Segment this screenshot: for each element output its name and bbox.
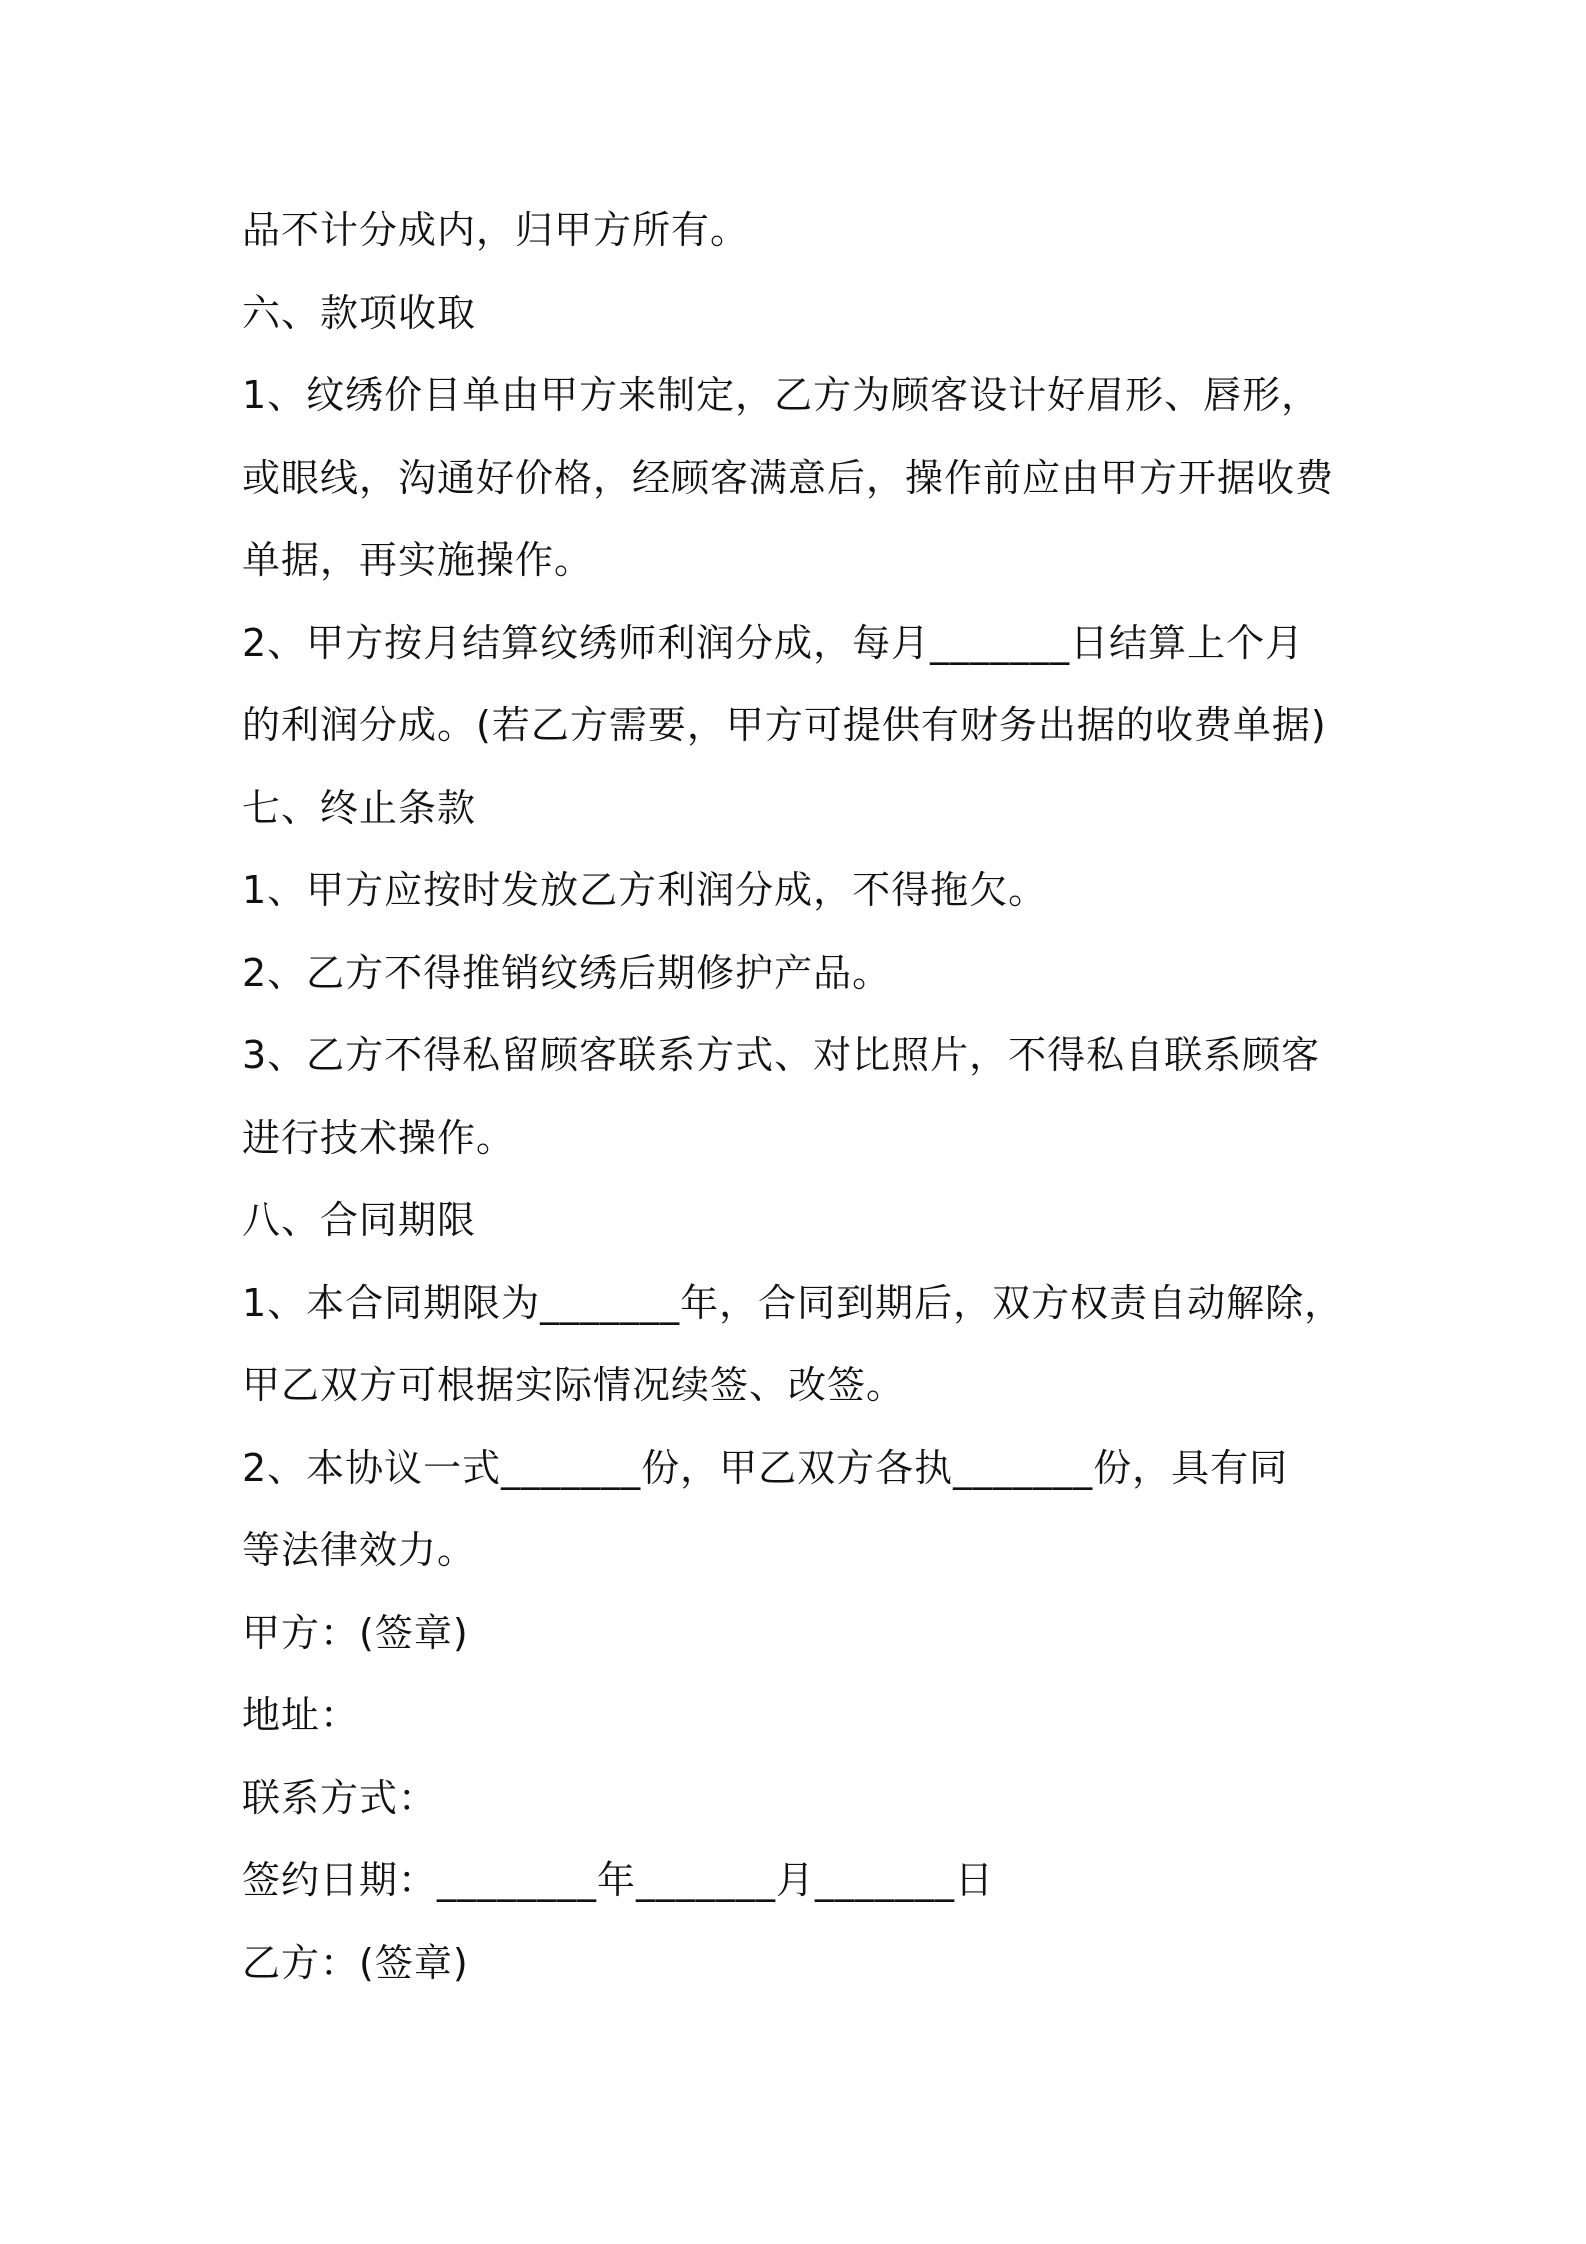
signing-date: 签约日期：________年_______月_______日 [242, 1858, 995, 1902]
text-line: 1、纹绣价目单由甲方来制定，乙方为顾客设计好眉形、唇形， [242, 373, 1321, 417]
text-line: 2、乙方不得推销纹绣后期修护产品。 [242, 951, 892, 995]
text-line: 2、甲方按月结算纹绣师利润分成，每月_______日结算上个月 [242, 621, 1305, 665]
text-line: 3、乙方不得私留顾客联系方式、对比照片，不得私自联系顾客 [242, 1033, 1321, 1077]
text-line: 品不计分成内，归甲方所有。 [242, 208, 750, 252]
section-heading: 七、终止条款 [242, 786, 477, 830]
party-a-signature: 甲方：(签章) [242, 1611, 469, 1655]
text-line: 进行技术操作。 [242, 1116, 516, 1160]
text-line: 或眼线，沟通好价格，经顾客满意后，操作前应由甲方开据收费 [242, 456, 1335, 500]
text-line: 甲乙双方可根据实际情况续签、改签。 [242, 1363, 906, 1407]
party-b-signature: 乙方：(签章) [242, 1941, 469, 1985]
section-heading: 六、款项收取 [242, 291, 477, 335]
text-line: 1、甲方应按时发放乙方利润分成，不得拖欠。 [242, 868, 1048, 912]
contact-label: 联系方式： [242, 1776, 438, 1820]
address-label: 地址： [242, 1693, 360, 1737]
text-line: 等法律效力。 [242, 1528, 477, 1572]
text-line: 2、本协议一式_______份，甲乙双方各执_______份，具有同 [242, 1446, 1289, 1490]
text-line: 的利润分成。(若乙方需要，甲方可提供有财务出据的收费单据) [242, 703, 1327, 747]
text-line: 单据，再实施操作。 [242, 538, 594, 582]
section-heading: 八、合同期限 [242, 1198, 477, 1242]
text-line: 1、本合同期限为_______年，合同到期后，双方权责自动解除， [242, 1281, 1344, 1325]
